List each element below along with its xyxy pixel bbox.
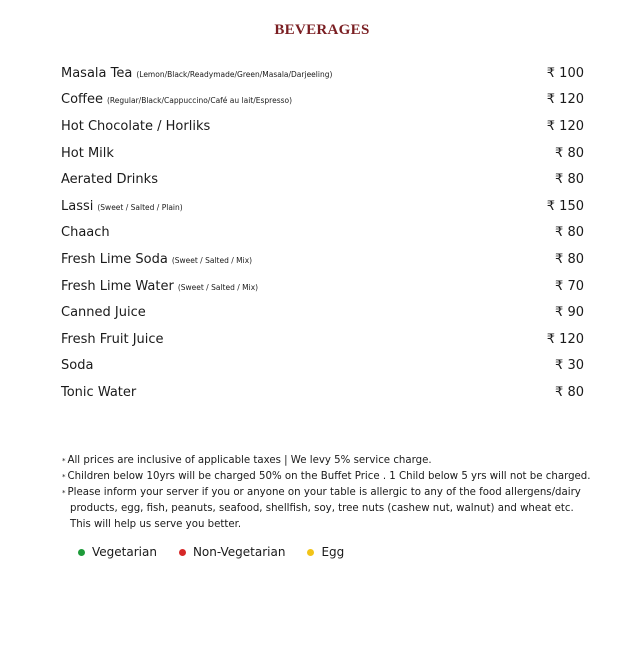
list-item bbox=[61, 113, 584, 140]
yellow-dot-icon bbox=[307, 549, 314, 556]
item-price: ₹ 150 bbox=[546, 198, 584, 214]
item-price: ₹ 120 bbox=[546, 331, 584, 347]
item-name: Lassi bbox=[61, 198, 94, 214]
list-item bbox=[61, 166, 584, 193]
item-name: Soda bbox=[61, 358, 94, 374]
item-name: Coffee bbox=[61, 92, 103, 108]
item-price: ₹ 70 bbox=[555, 278, 584, 294]
legend-vegetarian: Vegetarian bbox=[78, 545, 157, 559]
item-price: ₹ 100 bbox=[546, 65, 584, 81]
item-name: Hot Milk bbox=[61, 145, 114, 161]
asterisk-icon: * bbox=[62, 473, 66, 481]
list-item bbox=[61, 193, 584, 220]
footnotes bbox=[62, 453, 602, 533]
item-name: Fresh Lime Water bbox=[61, 278, 174, 294]
item-name: Hot Chocolate / Horliks bbox=[61, 118, 211, 134]
footnote-continuation: This will help us serve you better. bbox=[70, 519, 242, 530]
item-price: ₹ 30 bbox=[555, 358, 584, 374]
list-item bbox=[61, 140, 584, 167]
list-item bbox=[61, 353, 584, 380]
asterisk-icon: * bbox=[62, 489, 66, 497]
list-item bbox=[61, 87, 584, 114]
item-price: ₹ 90 bbox=[555, 305, 584, 321]
item-price: ₹ 80 bbox=[555, 145, 584, 161]
footnote: * Children below 10yrs will be charged 50% on the Buffet Price . 1 Child below 5 yrs will not be charged. bbox=[62, 471, 591, 482]
item-price: ₹ 120 bbox=[546, 92, 584, 108]
item-price: ₹ 120 bbox=[546, 118, 584, 134]
item-price: ₹ 80 bbox=[555, 172, 584, 188]
asterisk-icon: * bbox=[62, 457, 66, 465]
item-note: (Sweet / Salted / Mix) bbox=[177, 282, 259, 292]
item-note: (Sweet / Salted / Plain) bbox=[97, 202, 183, 212]
item-name: Masala Tea bbox=[61, 65, 133, 81]
legend-egg: Egg bbox=[307, 545, 344, 559]
item-price: ₹ 80 bbox=[555, 251, 584, 267]
legend-non-vegetarian: Non-Vegetarian bbox=[179, 545, 286, 559]
list-item bbox=[61, 326, 584, 353]
item-name: Chaach bbox=[61, 225, 110, 241]
item-name: Canned Juice bbox=[61, 305, 146, 321]
red-dot-icon bbox=[179, 549, 186, 556]
green-dot-icon bbox=[78, 549, 85, 556]
item-name: Aerated Drinks bbox=[61, 172, 158, 188]
item-name: Fresh Fruit Juice bbox=[61, 331, 164, 347]
item-price: ₹ 80 bbox=[555, 384, 584, 400]
footnote: * Please inform your server if you or anyone on your table is allergic to any of the food allergens/dairy bbox=[62, 487, 581, 498]
item-note: (Lemon/Black/Readymade/Green/Masala/Darjeeling) bbox=[136, 69, 333, 79]
beverages-list bbox=[61, 60, 584, 406]
list-item bbox=[61, 299, 584, 326]
item-note: (Regular/Black/Cappuccino/Café au lait/Espresso) bbox=[106, 96, 293, 106]
menu-title: BEVERAGES bbox=[274, 22, 370, 38]
item-note: (Sweet / Salted / Mix) bbox=[171, 255, 253, 265]
list-item bbox=[61, 60, 584, 87]
item-price: ₹ 80 bbox=[555, 225, 584, 241]
diet-legend bbox=[78, 545, 366, 559]
item-name: Fresh Lime Soda bbox=[61, 251, 168, 267]
list-item bbox=[61, 379, 584, 406]
footnote: * All prices are inclusive of applicable taxes | We levy 5% service charge. bbox=[62, 455, 432, 466]
item-name: Tonic Water bbox=[61, 384, 137, 400]
list-item bbox=[61, 246, 584, 273]
footnote-continuation: products, egg, fish, peanuts, seafood, shellfish, soy, tree nuts (cashew nut, walnut) and wheat etc. bbox=[70, 503, 574, 514]
list-item bbox=[61, 220, 584, 247]
list-item bbox=[61, 273, 584, 300]
